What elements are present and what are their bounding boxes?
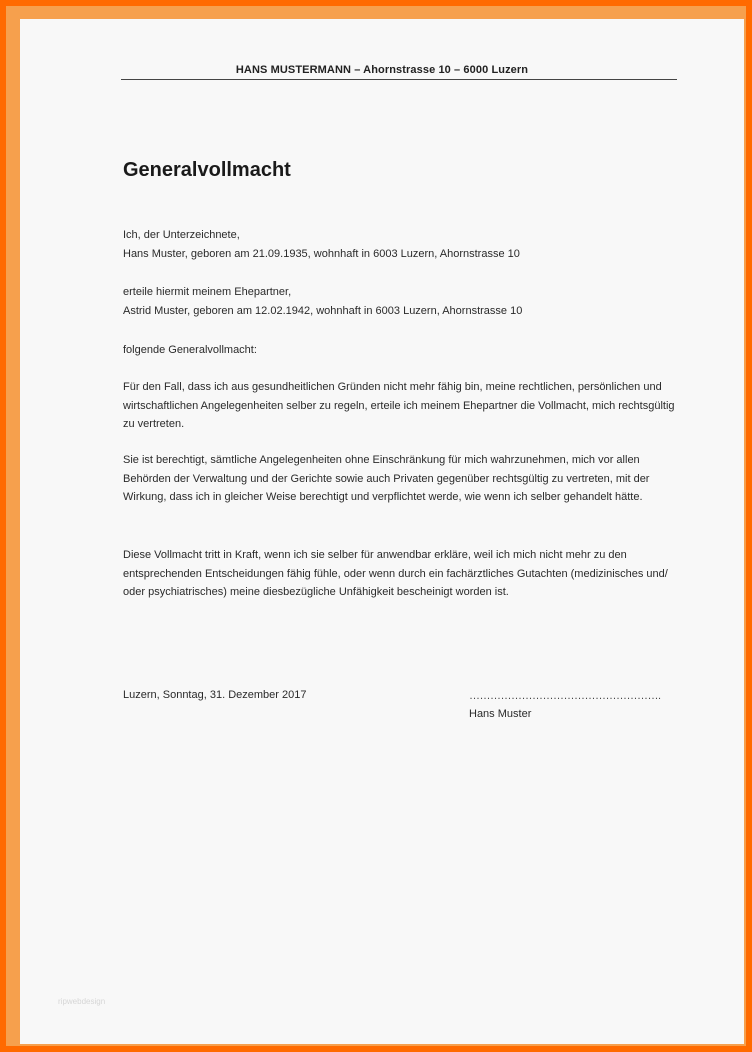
paragraph-scope [123,451,683,507]
grantee-details: Astrid Muster, geboren am 12.02.1942, wohnhaft in 6003 Luzern, Ahornstrasse 10 [123,304,523,317]
paragraph-2: Sie ist berechtigt, sämtliche Angelegenheiten ohne Einschränkung für mich wahrzunehmen, mich vor allen Behörden der Verwaltung und der Gerichte sowie auch Privaten gegenüber rechtsgültig zu vertreten, mit der Wirkung, dass ich in gleicher Weise berechtigt und verpflichtet werde, wie wenn ich selber gehandelt hätte. [123,454,650,503]
letterhead: HANS MUSTERMANN – Ahornstrasse 10 – 6000 Luzern [235,64,529,76]
grantee-intro: erteile hiermit meinem Ehepartner, [123,286,292,298]
watermark: ripwebdesign [58,997,106,1006]
signatory-name: Hans Muster [469,708,532,720]
document-page [20,19,744,1044]
grantee-block [123,283,683,320]
grantor-details: Hans Muster, geboren am 21.09.1935, wohnhaft in 6003 Luzern, Ahornstrasse 10 [123,247,520,260]
frame-inner-border [6,6,746,1046]
paragraph-1: Für den Fall, dass ich aus gesundheitlichen Gründen nicht mehr fähig bin, meine rechtlichen, persönlichen und wirtschaftlichen Angelegenheiten selber zu regeln, erteile ich meinem Ehepartner die Vollmacht, mich rechtsgültig zu vertreten. [123,381,675,430]
letterhead-rule [121,79,677,80]
place-and-date: Luzern, Sonntag, 31. Dezember 2017 [123,689,307,701]
grantor-block [123,226,683,263]
document-title: Generalvollmacht [123,159,291,181]
following-line [123,341,683,360]
paragraph-effective [123,546,683,602]
signature-line: ………………………………………………. [469,690,661,702]
following-text: folgende Generalvollmacht: [123,344,257,356]
paragraph-condition [123,378,683,434]
grantor-intro: Ich, der Unterzeichnete, [123,229,240,241]
paragraph-3: Diese Vollmacht tritt in Kraft, wenn ich sie selber für anwendbar erkläre, weil ich mich nicht mehr zu den entsprechenden Entscheidungen fähig fühle, oder wenn durch ein fachärztliches Gutachten (medizinisches und/ oder psychiatrisches) meine diesbezügliche Unfähigkeit bescheinigt worden ist. [123,549,668,598]
